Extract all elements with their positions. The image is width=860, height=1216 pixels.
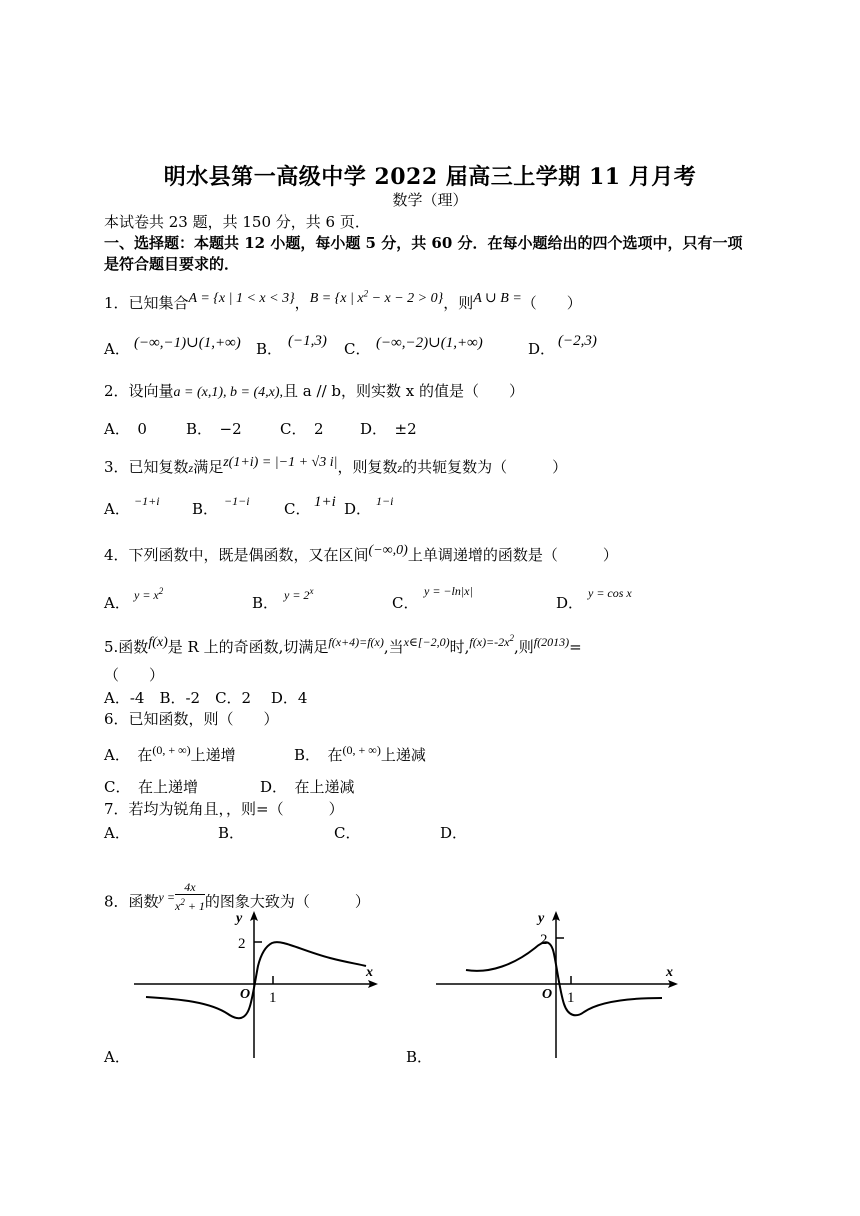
q1-set-b bbox=[309, 288, 444, 306]
q5-definition bbox=[469, 635, 514, 649]
q5-eq: = bbox=[569, 638, 582, 656]
q3-suffix-a: ，则复数 bbox=[337, 458, 398, 476]
q4-option-d-label: D． bbox=[556, 594, 584, 612]
q5-options: A．-4 B．-2 C．2 D．4 bbox=[104, 689, 308, 707]
q8-option-b-label: B． bbox=[406, 1048, 433, 1066]
q8-option-a-label: A． bbox=[104, 1048, 130, 1066]
q6-option-c: C． 在上递增 bbox=[104, 778, 198, 796]
q4-option-d-math: y = cos x bbox=[588, 586, 632, 600]
q1-option-b-label: B． bbox=[256, 340, 283, 358]
question-2 bbox=[104, 380, 524, 401]
q5-mid-2: ,当 bbox=[383, 638, 404, 656]
q3-option-d-label: D． bbox=[344, 500, 372, 518]
graph-a-x-label: x bbox=[366, 965, 373, 980]
q8-suffix: 的图象大致为（ ） bbox=[204, 892, 370, 911]
q6-option-d: D． 在上递减 bbox=[260, 778, 355, 796]
graph-b-x-label: x bbox=[666, 965, 673, 980]
q4-option-b-base: y = 2 bbox=[284, 588, 310, 602]
q7-option-a: A． bbox=[104, 824, 130, 842]
q1-option-c-math: (−∞,−2)∪(1,+∞) bbox=[376, 335, 483, 351]
q3-prefix: 3．已知复数 bbox=[104, 458, 189, 476]
q3-option-b-label: B． bbox=[192, 500, 219, 518]
q8-den-base: x bbox=[174, 899, 181, 913]
q5-mid-3: 时, bbox=[449, 638, 470, 656]
q4-option-a-exp: 2 bbox=[158, 586, 164, 596]
q1-then: ，则 bbox=[443, 294, 474, 312]
q5-period: f(x+4)=f(x) bbox=[328, 635, 384, 649]
q4-option-b-label: B． bbox=[252, 594, 279, 612]
q5-prefix: 5.函数 bbox=[104, 638, 149, 656]
q1-union: A ∪ B = bbox=[473, 291, 522, 306]
q6-option-a bbox=[104, 744, 236, 765]
q4-suffix: 上单调递增的函数是（ ） bbox=[407, 546, 618, 564]
q1-prefix: 1．已知集合 bbox=[104, 294, 189, 312]
q5-definition-base: f(x)=-2x bbox=[469, 635, 510, 649]
q4-option-a-base: y = x bbox=[134, 588, 159, 602]
q7-option-c: C． bbox=[334, 824, 361, 842]
q2-condition: 且 a // b bbox=[283, 382, 341, 400]
q4-option-a-label: A． bbox=[104, 594, 130, 612]
q5-mid-1: 是 R 上的奇函数,切满足 bbox=[167, 638, 329, 656]
q5-fx: f(x) bbox=[148, 635, 168, 650]
q3-suffix-b: 的共轭复数为（ ） bbox=[402, 458, 568, 476]
q6-option-a-interval: (0, + ∞) bbox=[152, 743, 191, 757]
question-4 bbox=[104, 544, 618, 565]
question-3 bbox=[104, 456, 567, 477]
q5-definition-exp: 2 bbox=[509, 633, 514, 643]
graph-b-curve bbox=[466, 942, 662, 1015]
q3-option-c-label: C． bbox=[284, 500, 311, 518]
q6-option-a-label: A． 在 bbox=[104, 746, 153, 764]
q4-option-b-exp: x bbox=[309, 586, 314, 596]
question-7-stem: 7．若均为锐角且，，则=（ ） bbox=[104, 800, 344, 818]
q2-vectors: a = (x,1), b = (4,x), bbox=[173, 385, 284, 400]
q1-option-d-math: (−2,3) bbox=[558, 333, 597, 349]
q4-option-a-math bbox=[134, 586, 163, 603]
q3-z: z bbox=[188, 461, 194, 475]
q3-option-b-math: −1−i bbox=[224, 494, 250, 508]
q8-prefix: 8．函数 bbox=[104, 892, 159, 911]
q2-suffix: ，则实数 x 的值是（ ） bbox=[341, 382, 524, 400]
q1-option-d-label: D． bbox=[528, 340, 556, 358]
q3-option-c-math: 1+i bbox=[314, 494, 336, 510]
q5-ask: f(2013) bbox=[533, 635, 570, 649]
q8-numerator: 4x bbox=[175, 880, 205, 895]
q1-paren: （ ） bbox=[521, 294, 582, 312]
q8-den-post: + 1 bbox=[184, 899, 205, 913]
q2-prefix: 2．设向量 bbox=[104, 382, 174, 400]
q4-interval: (−∞,0) bbox=[368, 543, 408, 558]
question-6-stem: 6．已知函数，则（ ） bbox=[104, 710, 279, 728]
graph-a-curve bbox=[146, 942, 366, 1018]
q3-z-2: z bbox=[397, 461, 403, 475]
q6-option-b-suffix: 上递减 bbox=[380, 746, 426, 764]
q7-option-d: D． bbox=[440, 824, 468, 842]
q2-option-b: B． −2 bbox=[186, 420, 242, 438]
question-5 bbox=[104, 633, 582, 657]
q1-option-c-label: C． bbox=[344, 340, 371, 358]
q4-option-c-label: C． bbox=[392, 594, 419, 612]
q1-option-a bbox=[104, 338, 130, 359]
q1-set-b-pre: B = {x | x bbox=[309, 291, 364, 306]
q6-option-b bbox=[294, 744, 426, 765]
q4-option-c-math: y = −ln|x| bbox=[424, 584, 473, 598]
q1-option-a-math: (−∞,−1)∪(1,+∞) bbox=[134, 335, 241, 351]
q1-option-a-label: A． bbox=[104, 340, 130, 358]
graph-a-y-label: y bbox=[236, 911, 243, 926]
q8-den-exp: 2 bbox=[180, 897, 185, 907]
q1-set-a: A = {x | 1 < x < 3} bbox=[188, 291, 295, 306]
graph-b-tick-y-label: 2 bbox=[540, 932, 548, 948]
q8-graph-a bbox=[130, 906, 380, 1062]
graph-a-tick-y-label: 2 bbox=[238, 936, 246, 952]
q2-option-c: C． 2 bbox=[280, 420, 324, 438]
q4-option-b-math bbox=[284, 586, 313, 603]
question-1 bbox=[104, 288, 582, 313]
q6-option-a-suffix: 上递增 bbox=[190, 746, 236, 764]
q3-option-a-label: A． bbox=[104, 500, 130, 518]
q3-equation: z(1+i) = |−1 + √3 i| bbox=[223, 455, 338, 470]
q6-option-b-label: B． 在 bbox=[294, 746, 343, 764]
q1-option-b-math: (−1,3) bbox=[288, 333, 327, 349]
q6-option-b-interval: (0, + ∞) bbox=[342, 743, 381, 757]
q1-set-b-post: − x − 2 > 0} bbox=[368, 291, 444, 306]
section-instruction-line-1: 一、选择题：本题共 12 小题，每小题 5 分，共 60 分．在每小题给出的四个选项中，只有一项 bbox=[104, 234, 743, 252]
q1-set-b-exp: 2 bbox=[363, 288, 369, 299]
q5-paren: （ ） bbox=[104, 666, 165, 684]
graph-b-tick-x-label: 1 bbox=[567, 990, 575, 1006]
section-instruction-line-2: 是符合题目要求的． bbox=[104, 255, 240, 273]
q2-option-a: A． 0 bbox=[104, 420, 147, 438]
exam-title: 明水县第一高级中学 2022 届高三上学期 11 月月考 bbox=[163, 164, 697, 190]
q8-graph-b bbox=[430, 906, 682, 1062]
exam-subtitle: 数学（理） bbox=[392, 191, 468, 209]
q2-option-d: D． ±2 bbox=[360, 420, 417, 438]
q3-option-d-math: 1−i bbox=[376, 494, 394, 508]
q1-comma: ， bbox=[294, 294, 310, 312]
graph-a-tick-x-label: 1 bbox=[269, 990, 277, 1006]
q5-mid-4: ,则 bbox=[513, 638, 534, 656]
q5-domain: x∈[−2,0) bbox=[403, 635, 450, 649]
q8-y-eq: y = bbox=[158, 889, 175, 904]
graph-b-origin-label: O bbox=[542, 987, 553, 1002]
exam-info: 本试卷共 23 题，共 150 分，共 6 页． bbox=[104, 213, 370, 231]
q7-option-b: B． bbox=[218, 824, 245, 842]
graph-a-origin-label: O bbox=[240, 987, 251, 1002]
q3-option-a-math: −1+i bbox=[134, 494, 160, 508]
q4-prefix: 4．下列函数中，既是偶函数，又在区间 bbox=[104, 546, 369, 564]
q3-mid: 满足 bbox=[193, 458, 224, 476]
graph-b-y-label: y bbox=[538, 911, 545, 926]
